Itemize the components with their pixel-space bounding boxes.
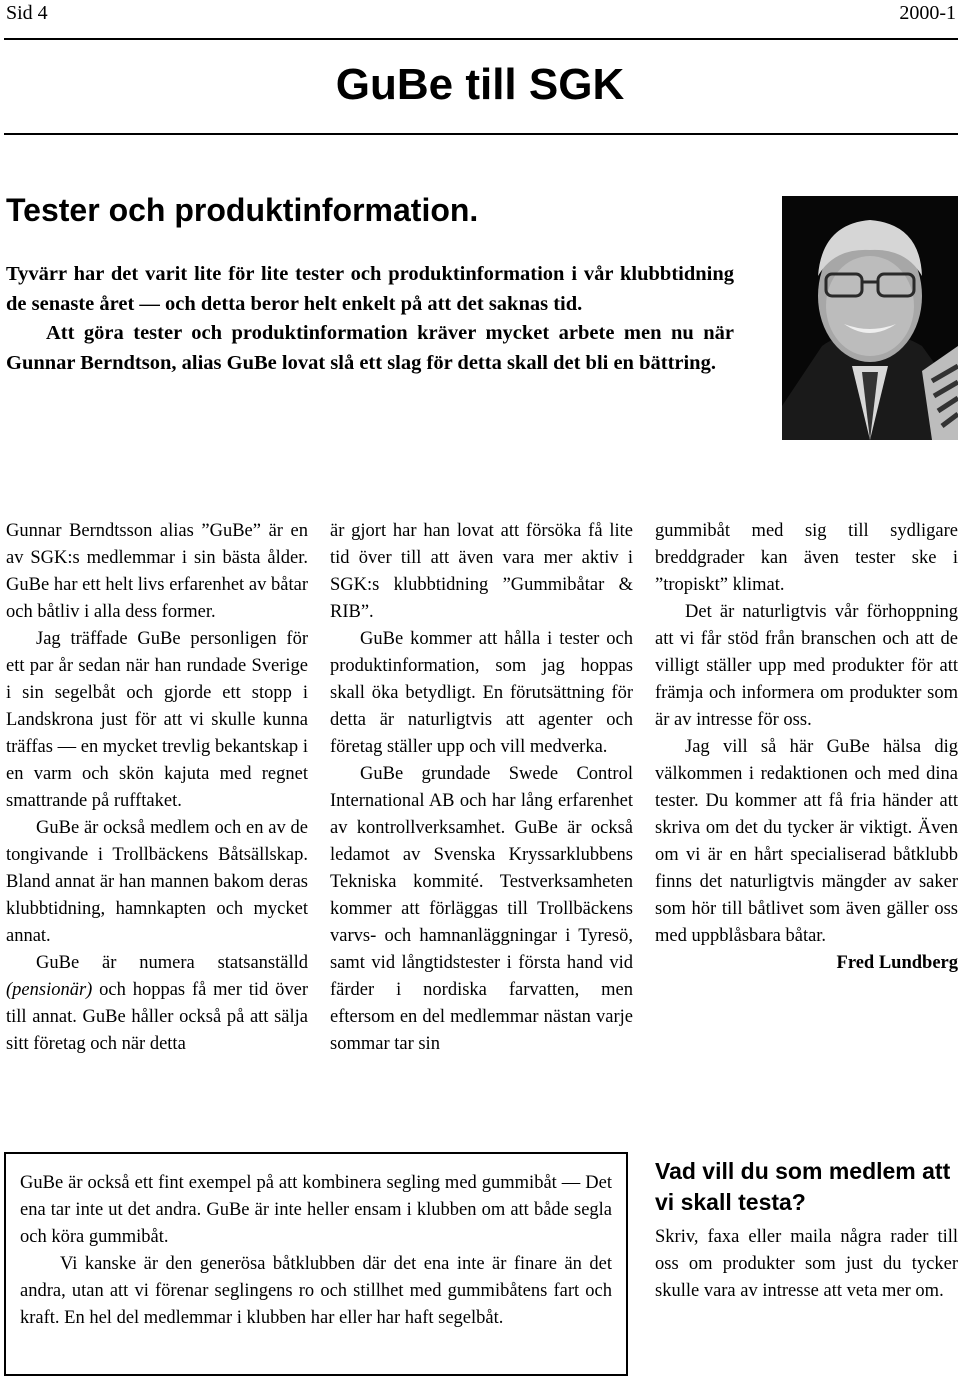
column-1 — [6, 518, 308, 1058]
info-box — [4, 1152, 628, 1376]
paragraph: gummibåt med sig till sydligare breddgrader kan även tester ske i ”tropiskt” klimat. — [655, 521, 958, 595]
box-paragraph: Vi kanske är den generösa båtklubben där det ena inte är finare än det andra, utan att vi förenar seglingens ro och stillhet med gummibåtens fart och kraft. En hel del medlemmar i klubben har eller har haft segelbåt. — [20, 1254, 612, 1328]
article-title: GuBe till SGK — [335, 60, 625, 109]
paragraph: Det är naturligtvis vår förhoppning att vi får stöd från branschen och att de villigt ställer upp med produkter för att främja och informera om produkter som är av intresse för oss. — [655, 602, 958, 730]
column-3 — [655, 518, 958, 977]
italic-text: (pensionär) — [6, 980, 93, 1000]
paragraph: Jag träffade GuBe personligen för ett par år sedan när han rundade Sverige i sin segelbåt och gjorde ett stopp i Landskrona just för att vi skulle kunna träffas — en mycket trevlig bekantskap i en varm och skön kajuta med regnet smattrande på rufftaket. — [6, 629, 308, 811]
paragraph: är gjort har han lovat att försöka få lite tid över till att även vara mer aktiv i SGK:s klubbtidning ”Gummibåtar & RIB”. — [330, 521, 633, 622]
sidebar-text: Skriv, faxa eller maila några rader till oss om produkter som just du tycker skulle vara av intresse att veta mer om. — [655, 1227, 958, 1301]
author-signature: Fred Lundberg — [836, 953, 958, 973]
page-header — [0, 0, 960, 30]
paragraph-text: och hoppas få mer tid över till annat. GuBe håller också på att sälja sitt företag och när detta — [6, 980, 308, 1054]
sidebar-call-to-action — [655, 1156, 958, 1305]
paragraph: GuBe kommer att hålla i tester och produktinformation, som jag hoppas skall öka betydligt. En förutsättning för detta är naturligtvis att agenter och företag ställer upp och vill medverka. — [330, 629, 633, 757]
paragraph-text: GuBe är numera statsanställd — [36, 953, 308, 973]
sidebar-heading: Vad vill du som medlem att vi skall testa? — [655, 1158, 951, 1215]
section-heading: Tester och produktinformation. — [6, 192, 479, 228]
intro-text — [6, 260, 734, 378]
paragraph: Gunnar Berndtsson alias ”GuBe” är en av SGK:s medlemmar i sin bästa ålder. GuBe har ett helt livs erfarenhet av båtar och båtliv i alla dess former. — [6, 521, 308, 622]
paragraph — [6, 950, 308, 1058]
paragraph: GuBe är också medlem och en av de tongivande i Trollbäckens Båtsällskap. Bland annat är han mannen bakom deras klubbtidning, hamnkapten och mycket annat. — [6, 818, 308, 946]
page-number: Sid 4 — [6, 2, 48, 24]
column-2 — [330, 518, 633, 1058]
intro-paragraph: Att göra tester och produktinformation kräver mycket arbete men nu när Gunnar Berndtson, alias GuBe lovat slå ett slag för detta skall det bli en bättring. — [6, 322, 734, 374]
issue-number: 2000-1 — [899, 2, 956, 24]
intro-paragraph: Tyvärr har det varit lite för lite tester och produktinformation i vår klubbtidning de senaste året — och detta beror helt enkelt på att det saknas tid. — [6, 263, 734, 315]
box-paragraph: GuBe är också ett fint exempel på att kombinera segling med gummibåt — Det ena tar inte ut det andra. GuBe är inte heller ensam i klubben om att både segla och köra gummibåt. — [20, 1173, 612, 1247]
portrait-photo — [782, 196, 958, 440]
paragraph: Jag vill så här GuBe hälsa dig välkommen i redaktionen och med dina tester. Du kommer att få fria händer att skriva om det du tycker är viktigt. Även om vi är en hårt specialiserad båtklubb finns det naturligtvis mängder av saker som hör till båtlivet som även gäller oss med uppblåsbara båtar. — [655, 737, 958, 946]
paragraph: GuBe grundade Swede Control International AB och har lång erfarenhet av kontrollverksamhet. GuBe är också ledamot av Svenska Kryssarklubbens Tekniska kommité. Testverksamheten kommer att förläggas till Trollbäckens varvs- och hamnanläggningar i Tyresö, samt vid långtidstester i första hand vid färder i nordiska farvatten, men eftersom en del medlemmar nästan varje sommar tar sin — [330, 764, 633, 1054]
top-rule — [4, 38, 958, 40]
title-rule — [4, 133, 958, 135]
portrait-image — [782, 196, 958, 440]
